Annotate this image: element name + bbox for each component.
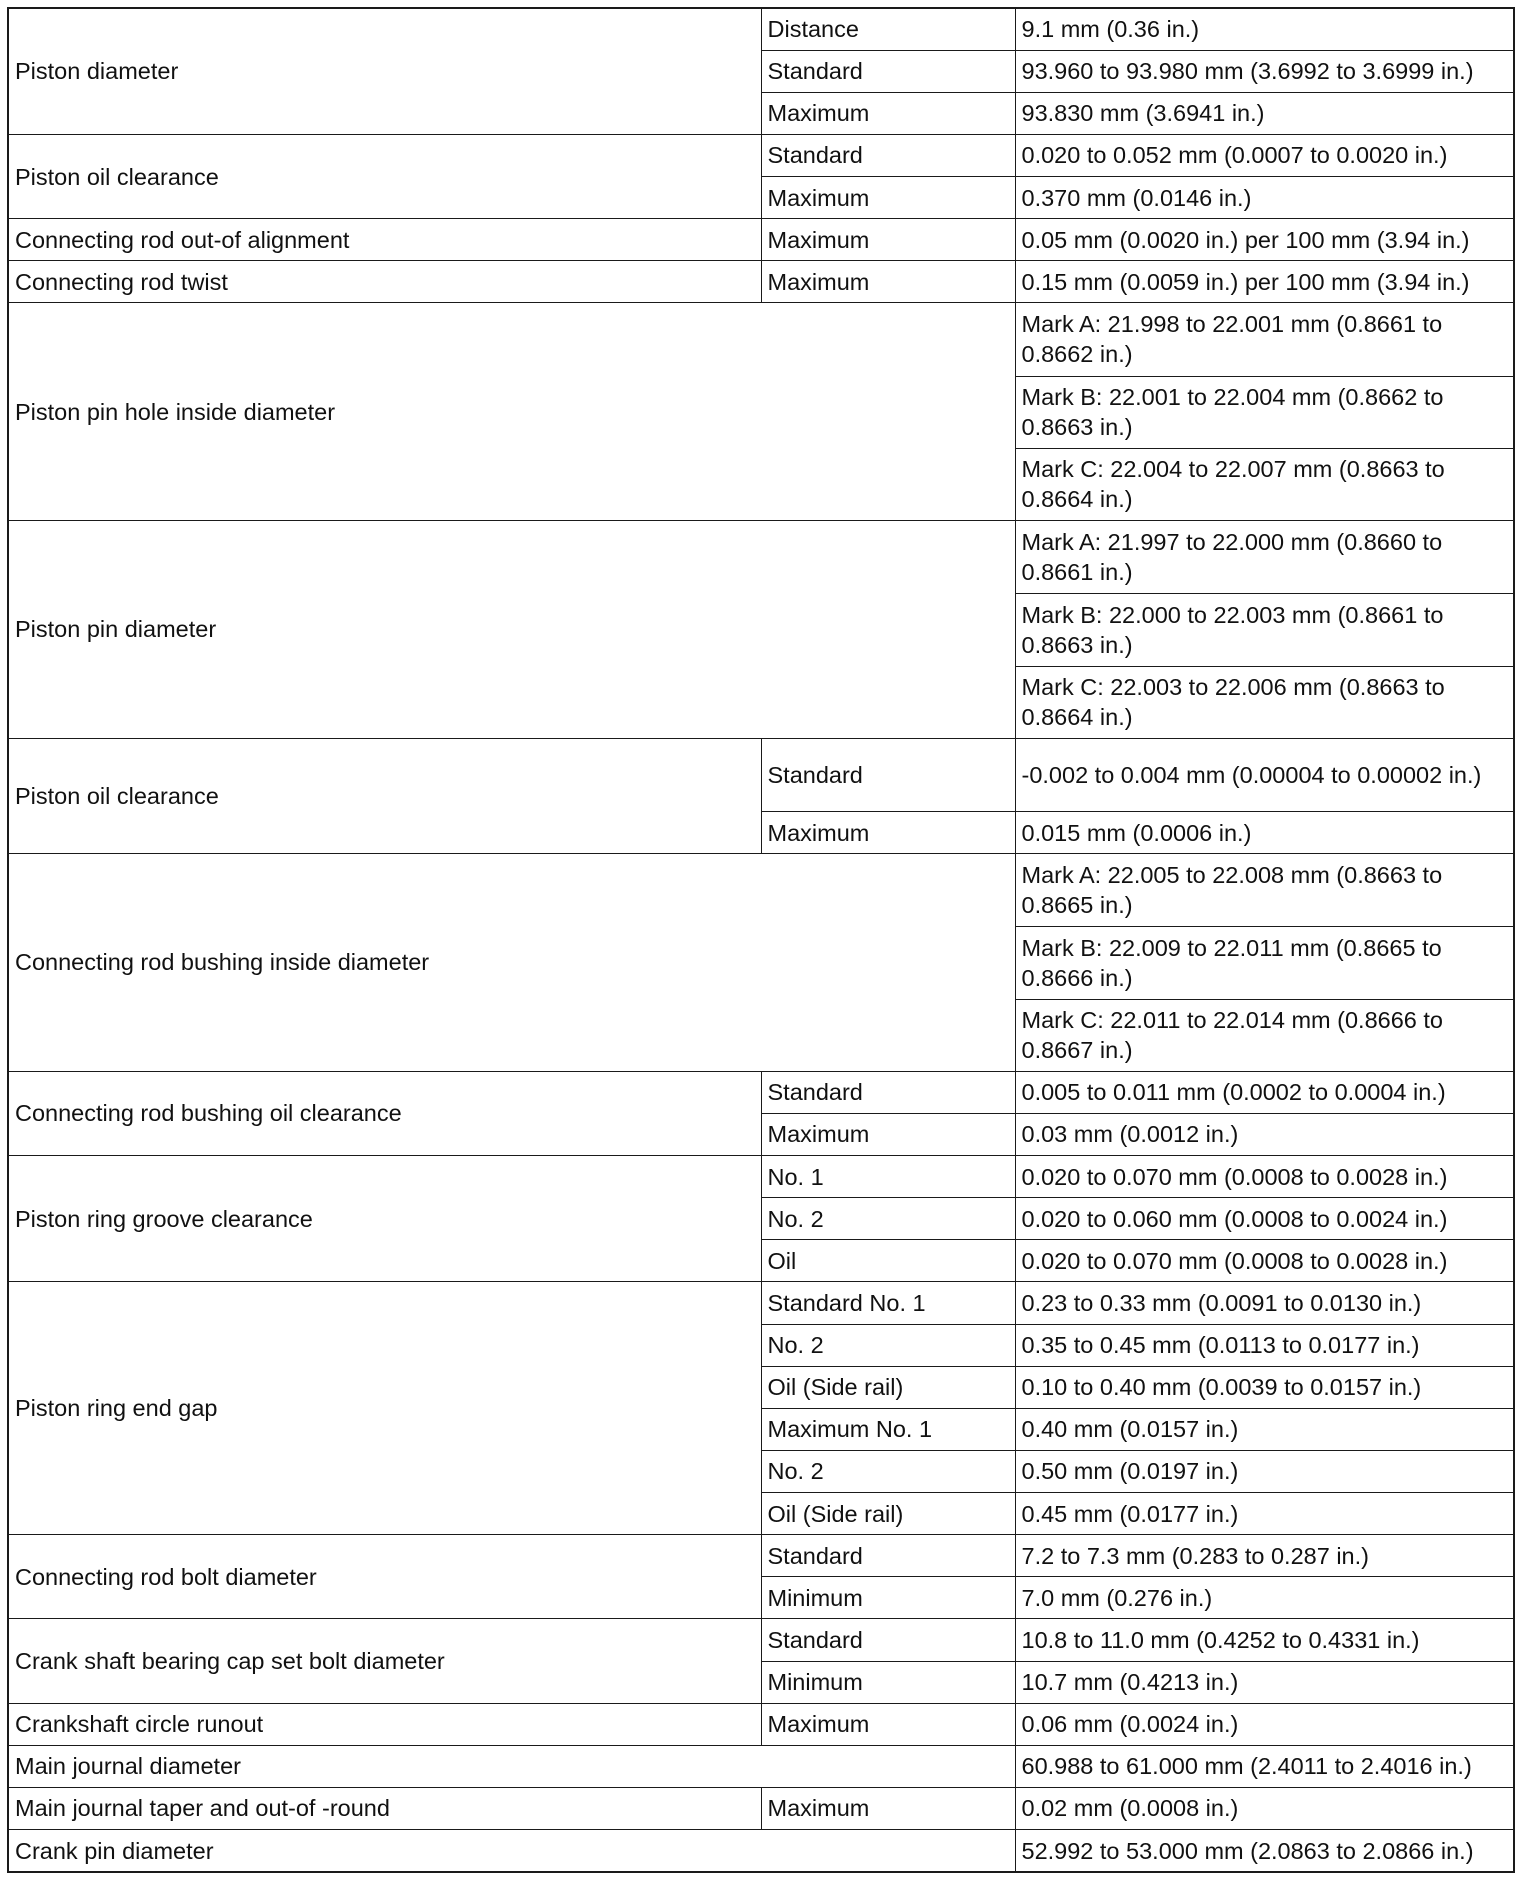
value-cell: Mark C: 22.011 to 22.014 mm (0.8666 to 0.8667 in.) [1015, 999, 1514, 1071]
table-row [8, 1282, 1514, 1324]
value-cell: 0.40 mm (0.0157 in.) [1015, 1408, 1514, 1450]
table-row [8, 134, 1514, 176]
value-cell: 10.8 to 11.0 mm (0.4252 to 0.4331 in.) [1015, 1619, 1514, 1661]
condition-cell: Maximum No. 1 [761, 1408, 1015, 1450]
condition-cell: Standard [761, 1071, 1015, 1113]
item-cell: Piston ring end gap [8, 1282, 761, 1535]
value-cell: 0.23 to 0.33 mm (0.0091 to 0.0130 in.) [1015, 1282, 1514, 1324]
condition-cell: Minimum [761, 1577, 1015, 1619]
value-cell: 93.960 to 93.980 mm (3.6992 to 3.6999 in.) [1015, 50, 1514, 92]
item-cell: Connecting rod bushing inside diameter [8, 854, 1015, 1072]
condition-cell: Standard [761, 738, 1015, 811]
condition-cell: Minimum [761, 1661, 1015, 1703]
table-row [8, 1787, 1514, 1829]
item-cell: Piston oil clearance [8, 738, 761, 853]
value-cell: 60.988 to 61.000 mm (2.4011 to 2.4016 in.) [1015, 1745, 1514, 1787]
table-row [8, 1156, 1514, 1198]
condition-cell: No. 1 [761, 1156, 1015, 1198]
item-cell: Connecting rod out-of alignment [8, 219, 761, 261]
item-cell: Piston ring groove clearance [8, 1156, 761, 1282]
condition-cell: Maximum [761, 1703, 1015, 1745]
item-cell: Connecting rod twist [8, 261, 761, 303]
table-row [8, 738, 1514, 811]
table-row [8, 1535, 1514, 1577]
condition-cell: Maximum [761, 261, 1015, 303]
value-cell: 0.05 mm (0.0020 in.) per 100 mm (3.94 in.) [1015, 219, 1514, 261]
item-cell: Connecting rod bolt diameter [8, 1535, 761, 1619]
condition-cell: Maximum [761, 811, 1015, 853]
item-cell: Piston pin hole inside diameter [8, 303, 1015, 521]
value-cell: 10.7 mm (0.4213 in.) [1015, 1661, 1514, 1703]
table-row [8, 1745, 1514, 1787]
value-cell: 0.020 to 0.070 mm (0.0008 to 0.0028 in.) [1015, 1240, 1514, 1282]
value-cell: Mark A: 21.998 to 22.001 mm (0.8661 to 0.8662 in.) [1015, 303, 1514, 376]
condition-cell: No. 2 [761, 1198, 1015, 1240]
value-cell: Mark B: 22.001 to 22.004 mm (0.8662 to 0.8663 in.) [1015, 376, 1514, 448]
table-row [8, 261, 1514, 303]
condition-cell: Oil [761, 1240, 1015, 1282]
item-cell: Piston oil clearance [8, 134, 761, 218]
item-cell: Main journal diameter [8, 1745, 1015, 1787]
value-cell: Mark B: 22.009 to 22.011 mm (0.8665 to 0.8666 in.) [1015, 927, 1514, 999]
condition-cell: Maximum [761, 92, 1015, 134]
condition-cell: Standard No. 1 [761, 1282, 1015, 1324]
table-row [8, 521, 1514, 594]
value-cell: 7.2 to 7.3 mm (0.283 to 0.287 in.) [1015, 1535, 1514, 1577]
condition-cell: Distance [761, 8, 1015, 50]
condition-cell: Oil (Side rail) [761, 1366, 1015, 1408]
condition-cell: Maximum [761, 177, 1015, 219]
value-cell: 0.005 to 0.011 mm (0.0002 to 0.0004 in.) [1015, 1071, 1514, 1113]
value-cell: Mark C: 22.004 to 22.007 mm (0.8663 to 0.8664 in.) [1015, 448, 1514, 520]
table-row [8, 1619, 1514, 1661]
table-row [8, 8, 1514, 50]
specification-table-body [8, 8, 1514, 1872]
value-cell: 0.015 mm (0.0006 in.) [1015, 811, 1514, 853]
condition-cell: Oil (Side rail) [761, 1493, 1015, 1535]
condition-cell: Standard [761, 1619, 1015, 1661]
value-cell: 0.15 mm (0.0059 in.) per 100 mm (3.94 in.) [1015, 261, 1514, 303]
value-cell: Mark A: 22.005 to 22.008 mm (0.8663 to 0.8665 in.) [1015, 854, 1514, 927]
value-cell: -0.002 to 0.004 mm (0.00004 to 0.00002 in.) [1015, 738, 1514, 811]
value-cell: 0.50 mm (0.0197 in.) [1015, 1450, 1514, 1492]
value-cell: 0.02 mm (0.0008 in.) [1015, 1787, 1514, 1829]
table-row [8, 854, 1514, 927]
value-cell: Mark C: 22.003 to 22.006 mm (0.8663 to 0.8664 in.) [1015, 666, 1514, 738]
value-cell: Mark B: 22.000 to 22.003 mm (0.8661 to 0.8663 in.) [1015, 594, 1514, 666]
condition-cell: Standard [761, 50, 1015, 92]
item-cell: Piston diameter [8, 8, 761, 134]
value-cell: Mark A: 21.997 to 22.000 mm (0.8660 to 0.8661 in.) [1015, 521, 1514, 594]
item-cell: Crank pin diameter [8, 1830, 1015, 1873]
condition-cell: Standard [761, 134, 1015, 176]
specification-table [7, 7, 1515, 1873]
value-cell: 0.020 to 0.060 mm (0.0008 to 0.0024 in.) [1015, 1198, 1514, 1240]
value-cell: 0.35 to 0.45 mm (0.0113 to 0.0177 in.) [1015, 1324, 1514, 1366]
value-cell: 0.03 mm (0.0012 in.) [1015, 1113, 1514, 1155]
value-cell: 9.1 mm (0.36 in.) [1015, 8, 1514, 50]
condition-cell: Maximum [761, 1113, 1015, 1155]
table-row [8, 303, 1514, 376]
item-cell: Main journal taper and out-of -round [8, 1787, 761, 1829]
table-row [8, 1703, 1514, 1745]
value-cell: 0.370 mm (0.0146 in.) [1015, 177, 1514, 219]
condition-cell: Maximum [761, 1787, 1015, 1829]
value-cell: 93.830 mm (3.6941 in.) [1015, 92, 1514, 134]
value-cell: 0.020 to 0.070 mm (0.0008 to 0.0028 in.) [1015, 1156, 1514, 1198]
item-cell: Crankshaft circle runout [8, 1703, 761, 1745]
value-cell: 0.020 to 0.052 mm (0.0007 to 0.0020 in.) [1015, 134, 1514, 176]
value-cell: 7.0 mm (0.276 in.) [1015, 1577, 1514, 1619]
condition-cell: No. 2 [761, 1324, 1015, 1366]
value-cell: 0.45 mm (0.0177 in.) [1015, 1493, 1514, 1535]
item-cell: Crank shaft bearing cap set bolt diameter [8, 1619, 761, 1703]
item-cell: Piston pin diameter [8, 521, 1015, 739]
condition-cell: Maximum [761, 219, 1015, 261]
value-cell: 0.10 to 0.40 mm (0.0039 to 0.0157 in.) [1015, 1366, 1514, 1408]
item-cell: Connecting rod bushing oil clearance [8, 1071, 761, 1155]
value-cell: 0.06 mm (0.0024 in.) [1015, 1703, 1514, 1745]
condition-cell: No. 2 [761, 1450, 1015, 1492]
table-row [8, 1071, 1514, 1113]
table-row [8, 219, 1514, 261]
value-cell: 52.992 to 53.000 mm (2.0863 to 2.0866 in.) [1015, 1830, 1514, 1873]
table-row [8, 1830, 1514, 1873]
condition-cell: Standard [761, 1535, 1015, 1577]
